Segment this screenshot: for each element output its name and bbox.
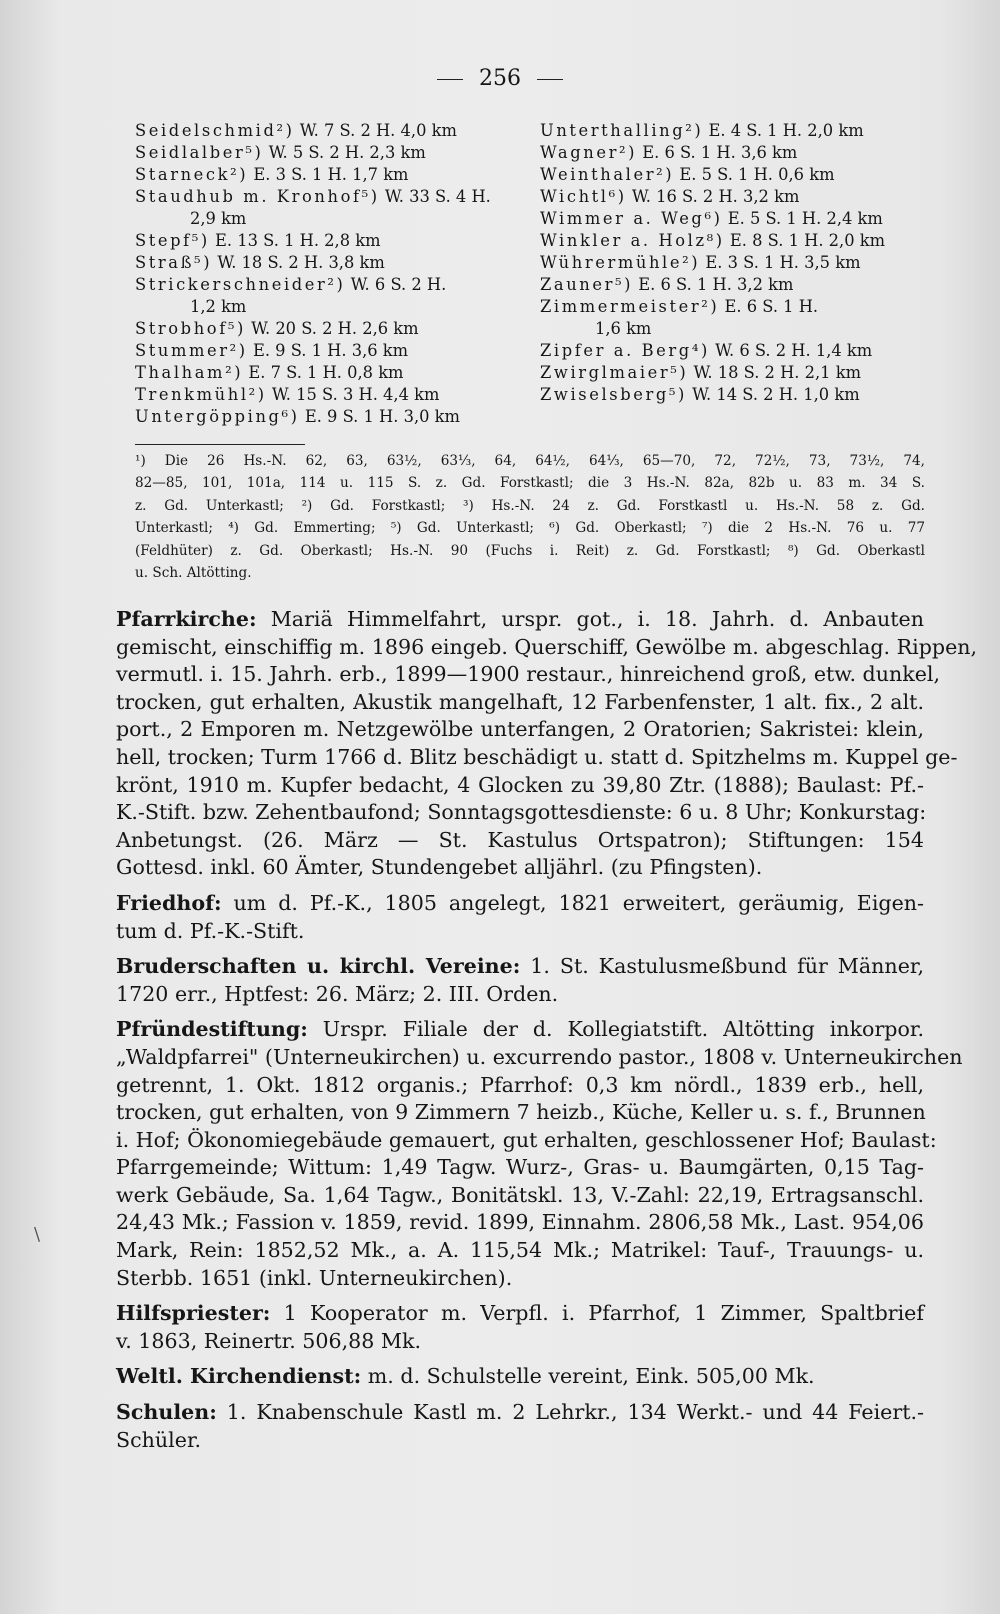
margin-mark: \ [34, 1224, 41, 1245]
place-name: Zauner⁵) [540, 275, 634, 294]
place-details: W. 7 S. 2 H. 4,0 km [294, 121, 457, 140]
place-entry [135, 362, 520, 384]
place-details: E. 5 S. 1 H. 2,4 km [722, 209, 883, 228]
place-entry [540, 252, 925, 274]
section-paragraph [116, 1399, 924, 1454]
place-entry [540, 186, 925, 208]
place-details: E. 13 S. 1 H. 2,8 km [209, 231, 381, 250]
place-entry [135, 340, 520, 362]
place-entry [135, 406, 520, 428]
place-entry [135, 164, 520, 186]
place-details: W. 15 S. 3 H. 4,4 km [266, 385, 440, 404]
place-entry [540, 208, 925, 230]
section-text: Mariä Himmelfahrt, urspr. got., i. 18. Jahrh. d. Anbauten [256, 607, 924, 631]
footnote-line: ¹) Die 26 Hs.-N. 62, 63, 63½, 63⅓, 64, 64½, 64⅓, 65—70, 72, 72½, 73, 73½, 74, [135, 453, 925, 469]
place-name: Stepf⁵) [135, 231, 210, 250]
paragraph-line: trocken, gut erhalten, Akustik mangelhaft, 12 Farbenfenster, 1 alt. fix., 2 alt. [116, 689, 924, 714]
place-details: E. 8 S. 1 H. 2,0 km [724, 231, 886, 250]
place-details: W. 5 S. 2 H. 2,3 km [263, 143, 426, 162]
place-entry [135, 142, 520, 164]
section-heading: Friedhof: [116, 890, 222, 915]
place-name: Unterthalling²) [540, 121, 704, 140]
paragraph-line [116, 1300, 924, 1328]
paragraph-line: v. 1863, Reinertr. 506,88 Mk. [116, 1328, 422, 1353]
section-heading: Pfarrkirche: [116, 607, 257, 631]
place-details: E. 3 S. 1 H. 3,5 km [700, 253, 861, 272]
paragraph-line: i. Hof; Ökonomiegebäude gemauert, gut erhalten, geschlossener Hof; Baulast: [116, 1127, 937, 1152]
section-text: um d. Pf.-K., 1805 angelegt, 1821 erweitert, geräumig, Eigen- [221, 890, 924, 915]
paragraph-line: „Waldpfarrei" (Unterneukirchen) u. excurrendo pastor., 1808 v. Unterneukirchen [116, 1044, 963, 1069]
section-paragraph [116, 1363, 924, 1391]
place-name: Seidelschmid²) [135, 121, 295, 140]
place-details: E. 5 S. 1 H. 0,6 km [674, 165, 835, 184]
paragraph-line: Pfarrgemeinde; Wittum: 1,49 Tagw. Wurz-, Gras- u. Baumgärten, 0,15 Tag- [116, 1155, 924, 1180]
place-distance: 1,2 km [190, 297, 247, 316]
place-details: E. 6 S. 1 H. [719, 297, 819, 316]
place-entry [540, 164, 925, 186]
place-entry [135, 318, 520, 340]
place-distance: 1,6 km [595, 319, 652, 338]
place-name: Untergöpping⁶) [135, 407, 300, 426]
paragraph-line: Anbetungst. (26. März — St. Kastulus Ortspatron); Stiftungen: 154 [116, 827, 924, 852]
place-entry [540, 384, 925, 406]
place-entry [540, 142, 925, 164]
paragraph-line: Sterbb. 1651 (inkl. Unterneukirchen). [116, 1265, 513, 1290]
place-entry [135, 384, 520, 406]
place-name: Wichtl⁶) [540, 187, 627, 206]
paragraph-line: 1720 err., Hptfest: 26. März; 2. III. Orden. [116, 981, 559, 1006]
place-entry [135, 230, 520, 252]
paragraph-line [116, 890, 924, 918]
place-details: W. 16 S. 2 H. 3,2 km [626, 187, 800, 206]
section-text: 1 Kooperator m. Verpfl. i. Pfarrhof, 1 Zimmer, Spaltbrief [270, 1301, 924, 1326]
paragraph-line: Mark, Rein: 1852,52 Mk., a. A. 115,54 Mk.; Matrikel: Tauf-, Trauungs- u. [116, 1238, 924, 1263]
place-entry [540, 340, 925, 362]
place-details: E. 7 S. 1 H. 0,8 km [243, 363, 404, 382]
place-name: Seidlalber⁵) [135, 143, 264, 162]
section-text: 1. St. Kastulusmeßbund für Männer, [520, 954, 925, 979]
paragraph-line: krönt, 1910 m. Kupfer bedacht, 4 Glocken zu 39,80 Ztr. (1888); Baulast: Pf.- [116, 772, 924, 797]
place-entry [540, 120, 925, 142]
section-text: 1. Knabenschule Kastl m. 2 Lehrkr., 134 Werkt.- und 44 Feiert.- [216, 1400, 924, 1425]
place-details: E. 6 S. 1 H. 3,2 km [633, 275, 794, 294]
place-name: Wührermühle²) [540, 253, 701, 272]
paragraph-line: Schüler. [116, 1427, 202, 1452]
header-dash-left [437, 79, 463, 80]
place-name: Thalham²) [135, 363, 244, 382]
place-name: Starneck²) [135, 165, 249, 184]
place-details: W. 6 S. 2 H. [345, 275, 447, 294]
place-details: W. 33 S. 4 H. [379, 187, 491, 206]
section-heading: Bruderschaften u. kirchl. Vereine: [116, 954, 521, 979]
paragraph-line: port., 2 Emporen m. Netzgewölbe unterfangen, 2 Oratorien; Sakristei: klein, [116, 717, 924, 742]
place-name: Staudhub m. Kronhof⁵) [135, 187, 380, 206]
section-paragraph [116, 953, 924, 1008]
place-entry [540, 230, 925, 252]
place-entry [540, 362, 925, 384]
place-name: Straß⁵) [135, 253, 213, 272]
section-heading: Hilfspriester: [116, 1301, 271, 1326]
paragraph-line: getrennt, 1. Okt. 1812 organis.; Pfarrhof: 0,3 km nördl., 1839 erb., hell, [116, 1072, 924, 1097]
paragraph-line [116, 953, 924, 981]
place-list-right-column [540, 120, 925, 406]
place-details: W. 14 S. 2 H. 1,0 km [686, 385, 860, 404]
section-paragraph [116, 890, 924, 945]
place-name: Winkler a. Holz⁸) [540, 231, 725, 250]
paragraph-line: hell, trocken; Turm 1766 d. Blitz beschädigt u. statt d. Spitzhelms m. Kuppel ge- [116, 744, 958, 769]
footnotes [135, 450, 925, 584]
paragraph-line [116, 1016, 924, 1044]
place-details: W. 6 S. 2 H. 1,4 km [709, 341, 873, 360]
section-heading: Schulen: [116, 1400, 217, 1425]
place-details: W. 18 S. 2 H. 3,8 km [212, 253, 385, 272]
section-heading: Pfründestiftung: [116, 1017, 308, 1042]
paragraph-line: vermutl. i. 15. Jahrh. erb., 1899—1900 restaur., hinreichend groß, etw. dunkel, [116, 662, 941, 687]
place-list-left-column [135, 120, 520, 428]
footnote-rule [135, 444, 305, 445]
place-details: E. 4 S. 1 H. 2,0 km [703, 121, 864, 140]
place-name: Zwiselsberg⁵) [540, 385, 687, 404]
place-entry [540, 274, 925, 296]
section-paragraph [116, 1016, 963, 1292]
place-details: W. 18 S. 2 H. 2,1 km [688, 363, 862, 382]
paragraph-line: K.-Stift. bzw. Zehentbaufond; Sonntagsgottesdienste: 6 u. 8 Uhr; Konkurstag: [116, 800, 927, 825]
place-entry [135, 274, 520, 318]
paragraph-line: gemischt, einschiffig m. 1896 eingeb. Querschiff, Gewölbe m. abgeschlag. Rippen, [116, 634, 978, 659]
footnote-line: Unterkastl; ⁴) Gd. Emmerting; ⁵) Gd. Unterkastl; ⁶) Gd. Oberkastl; ⁷) die 2 Hs.-N. 76 u. 77 [135, 520, 925, 537]
paragraph-line [116, 1399, 924, 1427]
paragraph-line: werk Gebäude, Sa. 1,64 Tagw., Bonitätskl. 13, V.-Zahl: 22,19, Ertragsanschl. [116, 1182, 924, 1207]
paragraph-line: tum d. Pf.-K.-Stift. [116, 918, 305, 943]
place-details: E. 6 S. 1 H. 3,6 km [637, 143, 798, 162]
place-name: Zipfer a. Berg⁴) [540, 341, 710, 360]
header-dash-right [537, 79, 563, 80]
place-name: Stummer²) [135, 341, 248, 360]
place-details: E. 3 S. 1 H. 1,7 km [248, 165, 409, 184]
place-entry [135, 252, 520, 274]
page-number: 256 [479, 66, 521, 91]
body-text [116, 606, 978, 1462]
place-distance: 2,9 km [190, 209, 247, 228]
place-name: Zimmermeister²) [540, 297, 720, 316]
place-name: Strickerschneider²) [135, 275, 346, 294]
section-text: Urspr. Filiale der d. Kollegiatstift. Altötting inkorpor. [307, 1017, 924, 1042]
footnote-line: u. Sch. Altötting. [135, 565, 252, 582]
paragraph-line: Gottesd. inkl. 60 Ämter, Stundengebet alljährl. (zu Pfingsten). [116, 855, 763, 880]
page-header [0, 66, 1000, 91]
place-entry [540, 296, 925, 340]
place-name: Trenkmühl²) [135, 385, 267, 404]
paragraph-line: 24,43 Mk.; Fassion v. 1859, revid. 1899, Einnahm. 2806,58 Mk., Last. 954,06 [116, 1210, 924, 1235]
place-name: Zwirglmaier⁵) [540, 363, 689, 382]
section-paragraph [116, 1300, 924, 1355]
place-name: Wagner²) [540, 143, 638, 162]
place-name: Strobhof⁵) [135, 319, 246, 338]
place-list [135, 120, 915, 436]
place-details: W. 20 S. 2 H. 2,6 km [245, 319, 419, 338]
section-paragraph [116, 606, 978, 882]
footnote-line: z. Gd. Unterkastl; ²) Gd. Forstkastl; ³) Hs.-N. 24 z. Gd. Forstkastl u. Hs.-N. 58 z. Gd. [135, 497, 925, 514]
footnote-line: (Feldhüter) z. Gd. Oberkastl; Hs.-N. 90 (Fuchs i. Reit) z. Gd. Forstkastl; ⁸) Gd. Oberkastl [135, 542, 925, 559]
paragraph-line: trocken, gut erhalten, von 9 Zimmern 7 heizb., Küche, Keller u. s. f., Brunnen [116, 1100, 926, 1125]
place-name: Wimmer a. Weg⁶) [540, 209, 723, 228]
place-name: Weinthaler²) [540, 165, 675, 184]
paragraph-line [116, 606, 924, 634]
paragraph-line [116, 1363, 924, 1391]
place-details: E. 9 S. 1 H. 3,0 km [299, 407, 460, 426]
place-details: E. 9 S. 1 H. 3,6 km [247, 341, 409, 360]
section-text: m. d. Schulstelle vereint, Eink. 505,00 Mk. [361, 1364, 815, 1389]
place-entry [135, 120, 520, 142]
footnote-line: 82—85, 101, 101a, 114 u. 115 S. z. Gd. Forstkastl; die 3 Hs.-N. 82a, 82b u. 83 m. 34 S. [135, 475, 925, 492]
place-entry [135, 186, 520, 230]
section-heading: Weltl. Kirchendienst: [116, 1364, 362, 1389]
